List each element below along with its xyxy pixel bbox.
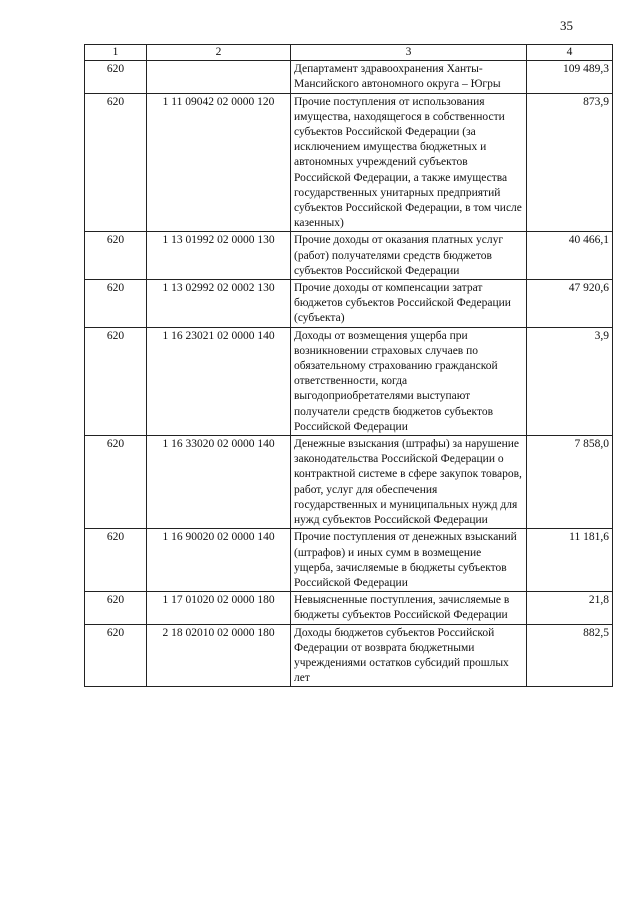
revenue-name-cell: Прочие поступления от использования имущества, находящегося в собственности субъектов Российской Федерации (за исключением имущества бюджетных и автономных учреждений субъектов Российской Федерации, а также имущества государственных унитарных предприятий субъектов Российской Федерации, в том числе казенных) — [291, 93, 527, 232]
admin-code-cell: 620 — [85, 624, 147, 687]
amount-cell: 7 858,0 — [527, 436, 613, 529]
page-number: 35 — [560, 18, 573, 33]
revenue-name-cell: Прочие доходы от оказания платных услуг (работ) получателями средств бюджетов субъектов Российской Федерации — [291, 232, 527, 280]
table-row — [85, 529, 613, 592]
admin-code-cell: 620 — [85, 280, 147, 328]
revenue-name-cell: Доходы бюджетов субъектов Российской Федерации от возврата бюджетными учреждениями остатков субсидий прошлых лет — [291, 624, 527, 687]
amount-cell: 40 466,1 — [527, 232, 613, 280]
budget-code-cell — [147, 61, 291, 93]
budget-code-cell: 1 13 02992 02 0002 130 — [147, 280, 291, 328]
table-row — [85, 624, 613, 687]
table-row — [85, 592, 613, 624]
admin-code-cell: 620 — [85, 436, 147, 529]
amount-cell: 11 181,6 — [527, 529, 613, 592]
budget-code-cell: 1 16 23021 02 0000 140 — [147, 327, 291, 435]
budget-code-cell: 1 16 90020 02 0000 140 — [147, 529, 291, 592]
table-header-row — [85, 45, 613, 61]
amount-cell: 3,9 — [527, 327, 613, 435]
budget-code-cell: 1 13 01992 02 0000 130 — [147, 232, 291, 280]
table-row — [85, 232, 613, 280]
admin-code-cell: 620 — [85, 232, 147, 280]
revenue-name-cell: Прочие поступления от денежных взысканий (штрафов) и иных сумм в возмещение ущерба, зачисляемые в бюджеты субъектов Российской Федерации — [291, 529, 527, 592]
revenue-name-cell: Невыясненные поступления, зачисляемые в бюджеты субъектов Российской Федерации — [291, 592, 527, 624]
table-row — [85, 327, 613, 435]
column-header-1: 1 — [85, 45, 147, 61]
admin-code-cell: 620 — [85, 93, 147, 232]
column-header-4: 4 — [527, 45, 613, 61]
budget-code-cell: 1 17 01020 02 0000 180 — [147, 592, 291, 624]
revenue-name-cell: Прочие доходы от компенсации затрат бюджетов субъектов Российской Федерации (субъекта) — [291, 280, 527, 328]
amount-cell: 21,8 — [527, 592, 613, 624]
amount-cell: 47 920,6 — [527, 280, 613, 328]
revenue-name-cell: Денежные взыскания (штрафы) за нарушение законодательства Российской Федерации о контрактной системе в сфере закупок товаров, работ, услуг для обеспечения государственных и муниципальных нужд для нужд субъектов Российской Федерации — [291, 436, 527, 529]
table-row — [85, 93, 613, 232]
table-row — [85, 436, 613, 529]
amount-cell: 109 489,3 — [527, 61, 613, 93]
table-row — [85, 280, 613, 328]
admin-code-cell: 620 — [85, 592, 147, 624]
admin-code-cell: 620 — [85, 61, 147, 93]
revenue-name-cell: Доходы от возмещения ущерба при возникновении страховых случаев по обязательному страхованию гражданской ответственности, когда выгодоприобретателями выступают получатели средств бюджетов субъектов Российской Федерации — [291, 327, 527, 435]
admin-code-cell: 620 — [85, 327, 147, 435]
admin-code-cell: 620 — [85, 529, 147, 592]
amount-cell: 882,5 — [527, 624, 613, 687]
revenue-name-cell: Департамент здравоохранения Ханты-Мансийского автономного округа – Югры — [291, 61, 527, 93]
budget-code-cell: 1 11 09042 02 0000 120 — [147, 93, 291, 232]
budget-code-cell: 1 16 33020 02 0000 140 — [147, 436, 291, 529]
amount-cell: 873,9 — [527, 93, 613, 232]
table-row — [85, 61, 613, 93]
column-header-3: 3 — [291, 45, 527, 61]
revenue-table — [84, 44, 613, 687]
budget-code-cell: 2 18 02010 02 0000 180 — [147, 624, 291, 687]
column-header-2: 2 — [147, 45, 291, 61]
